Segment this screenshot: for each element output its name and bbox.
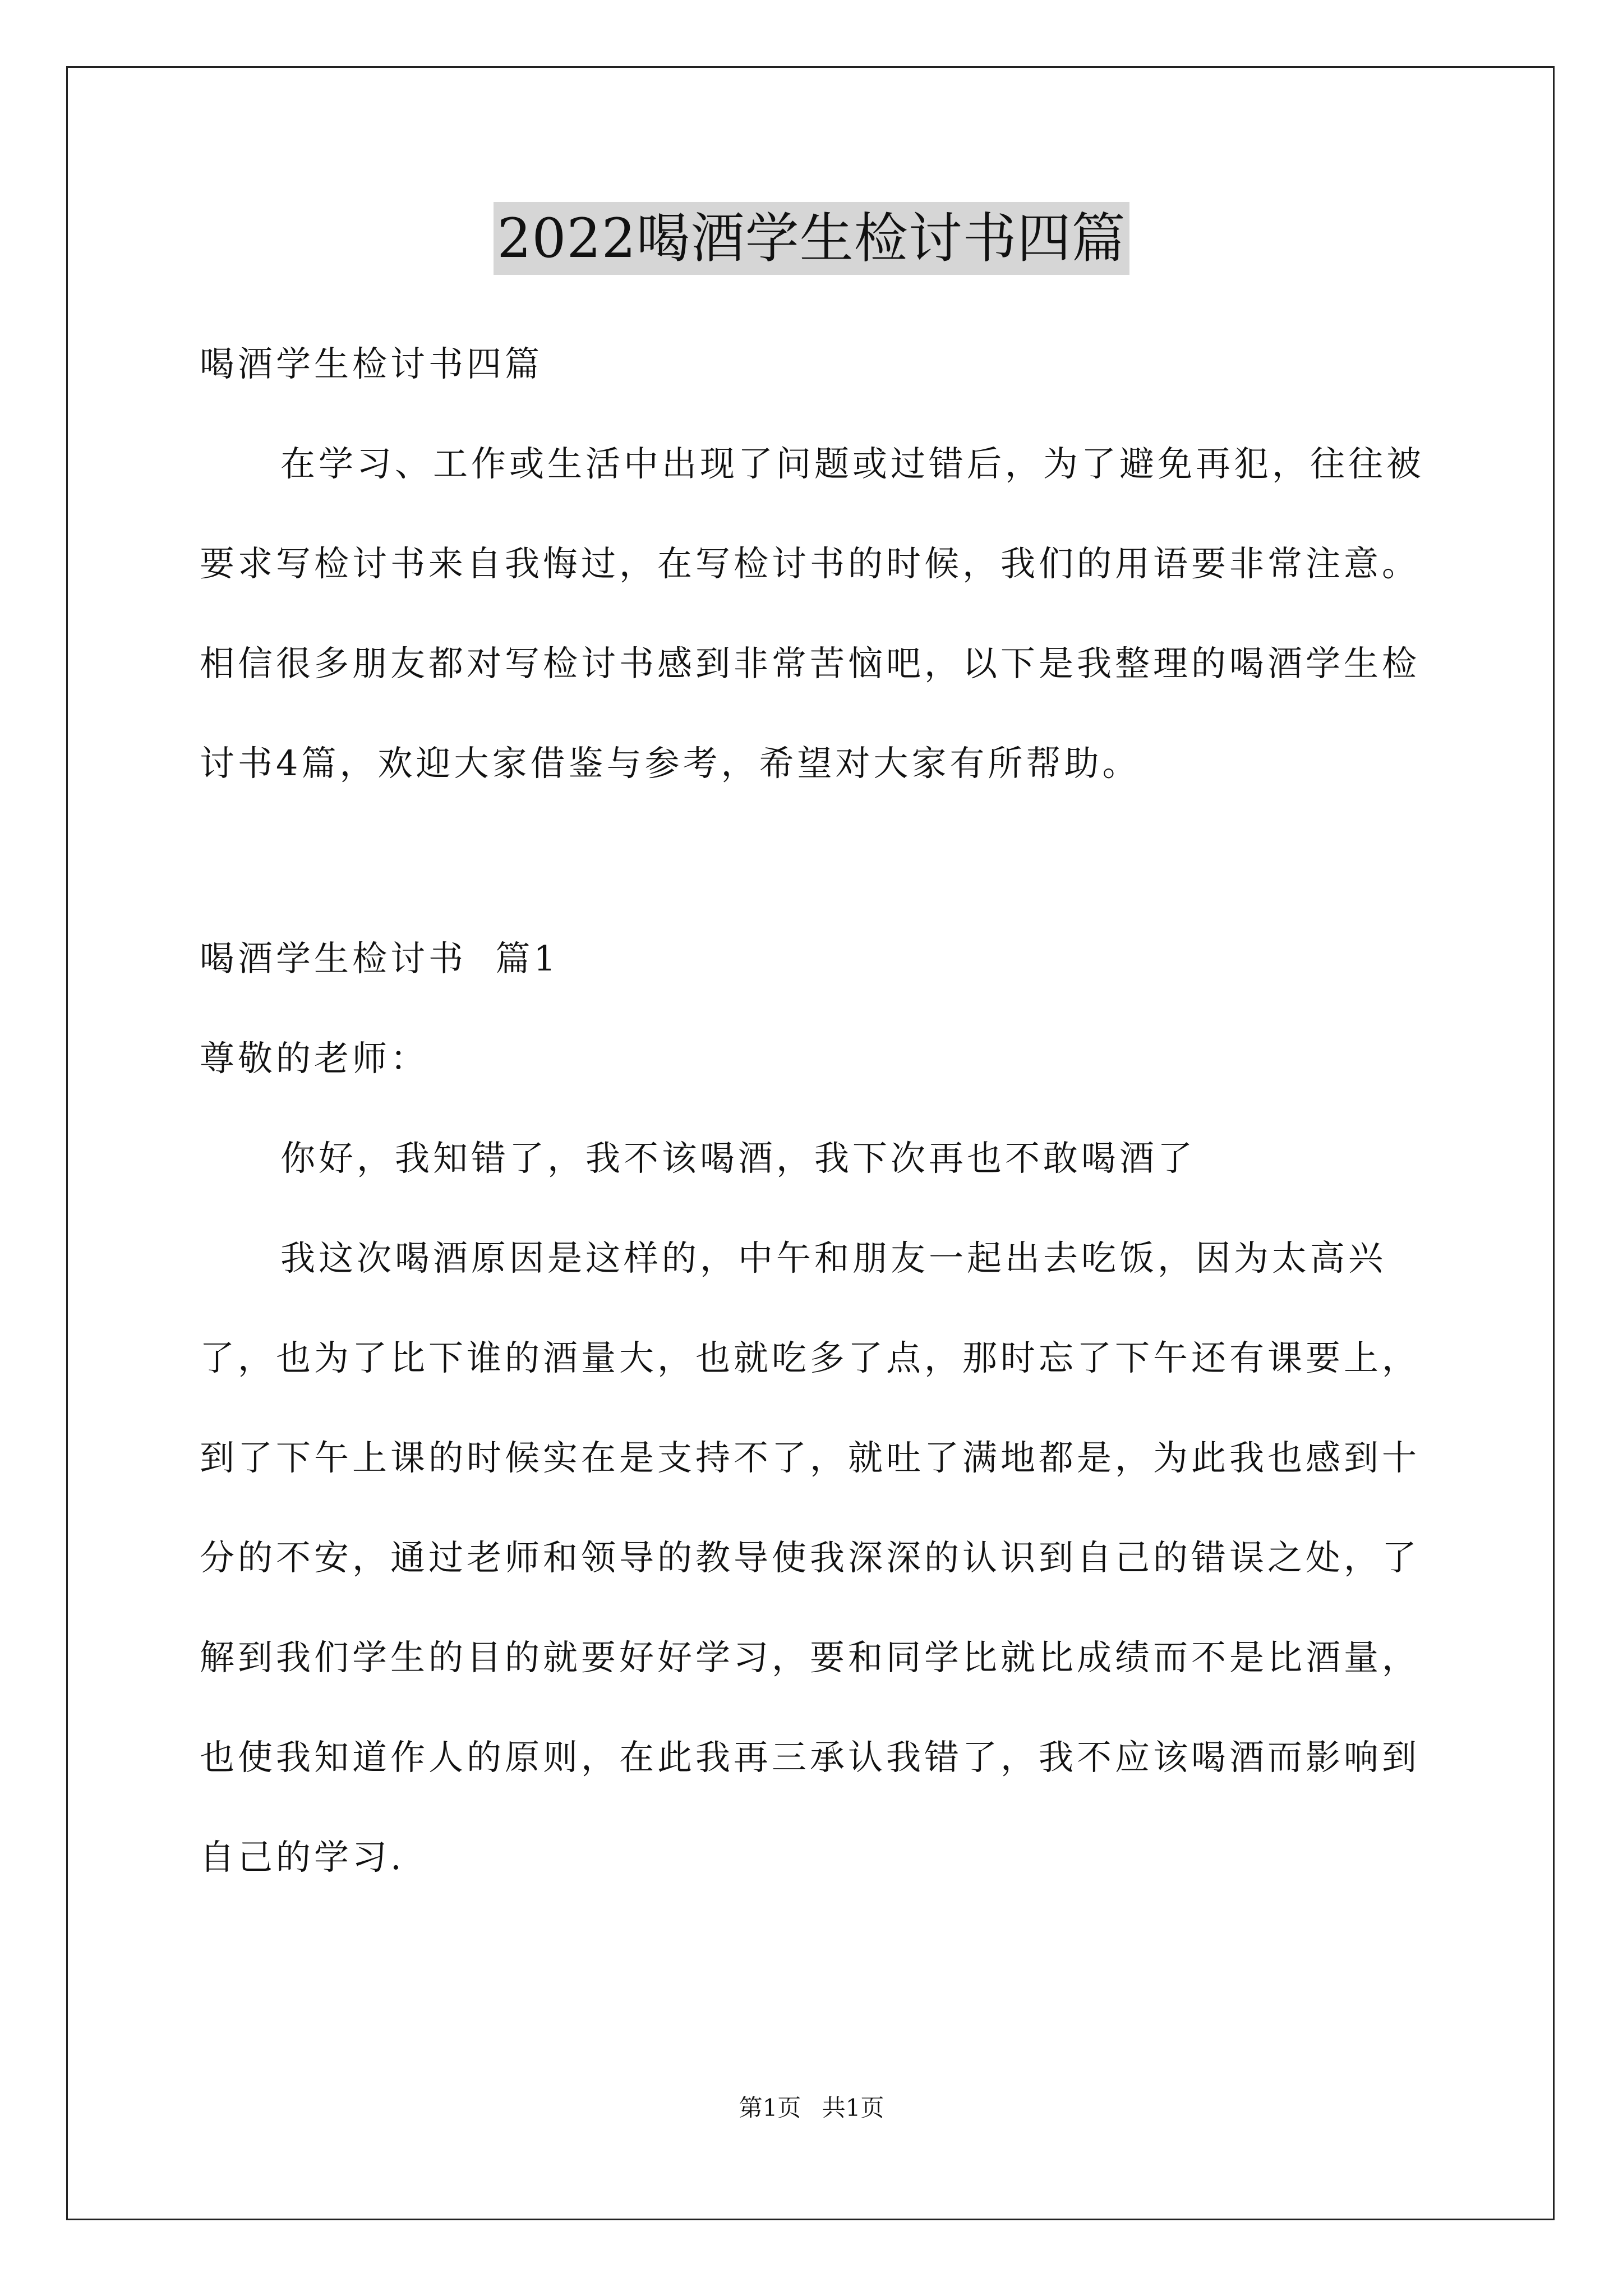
page-footer [0, 2091, 1623, 2125]
intro-paragraph: 在学习、工作或生活中出现了问题或过错后，为了避免再犯，往往被要求写检讨书来自我悔过，在写检讨书的时候，我们的用语要非常注意。相信很多朋友都对写检讨书感到非常苦恼吧，以下是我整理的喝酒学生检讨书4篇，欢迎大家借鉴与参考，希望对大家有所帮助。 [200, 443, 1425, 784]
document-body [200, 314, 1439, 1907]
document-subtitle: 喝酒学生检讨书四篇 [200, 343, 543, 384]
document-title: 2022喝酒学生检讨书四篇 [494, 202, 1129, 275]
title-container [0, 202, 1623, 275]
body-paragraph-2: 我这次喝酒原因是这样的，中午和朋友一起出去吃饭，因为太高兴了，也为了比下谁的酒量大，也就吃多了点，那时忘了下午还有课要上，到了下午上课的时候实在是支持不了，就吐了满地都是，为此我也感到十分的不安，通过老师和领导的教导使我深深的认识到自己的错误之处，了解到我们学生的目的就要好好学习，要和同学比就比成绩而不是比酒量，也使我知道作人的原则，在此我再三承认我错了，我不应该喝酒而影响到自己的学习. [200, 1237, 1421, 1878]
page-total: 共1页 [822, 2094, 884, 2122]
section-spacer [200, 813, 1439, 909]
page-number: 第1页 [739, 2094, 801, 2122]
section-heading: 喝酒学生检讨书 篇1 [200, 938, 559, 979]
body-paragraph-1: 你好，我知错了，我不该喝酒，我下次再也不敢喝酒了 [280, 1138, 1196, 1179]
salutation: 尊敬的老师： [200, 1038, 429, 1079]
